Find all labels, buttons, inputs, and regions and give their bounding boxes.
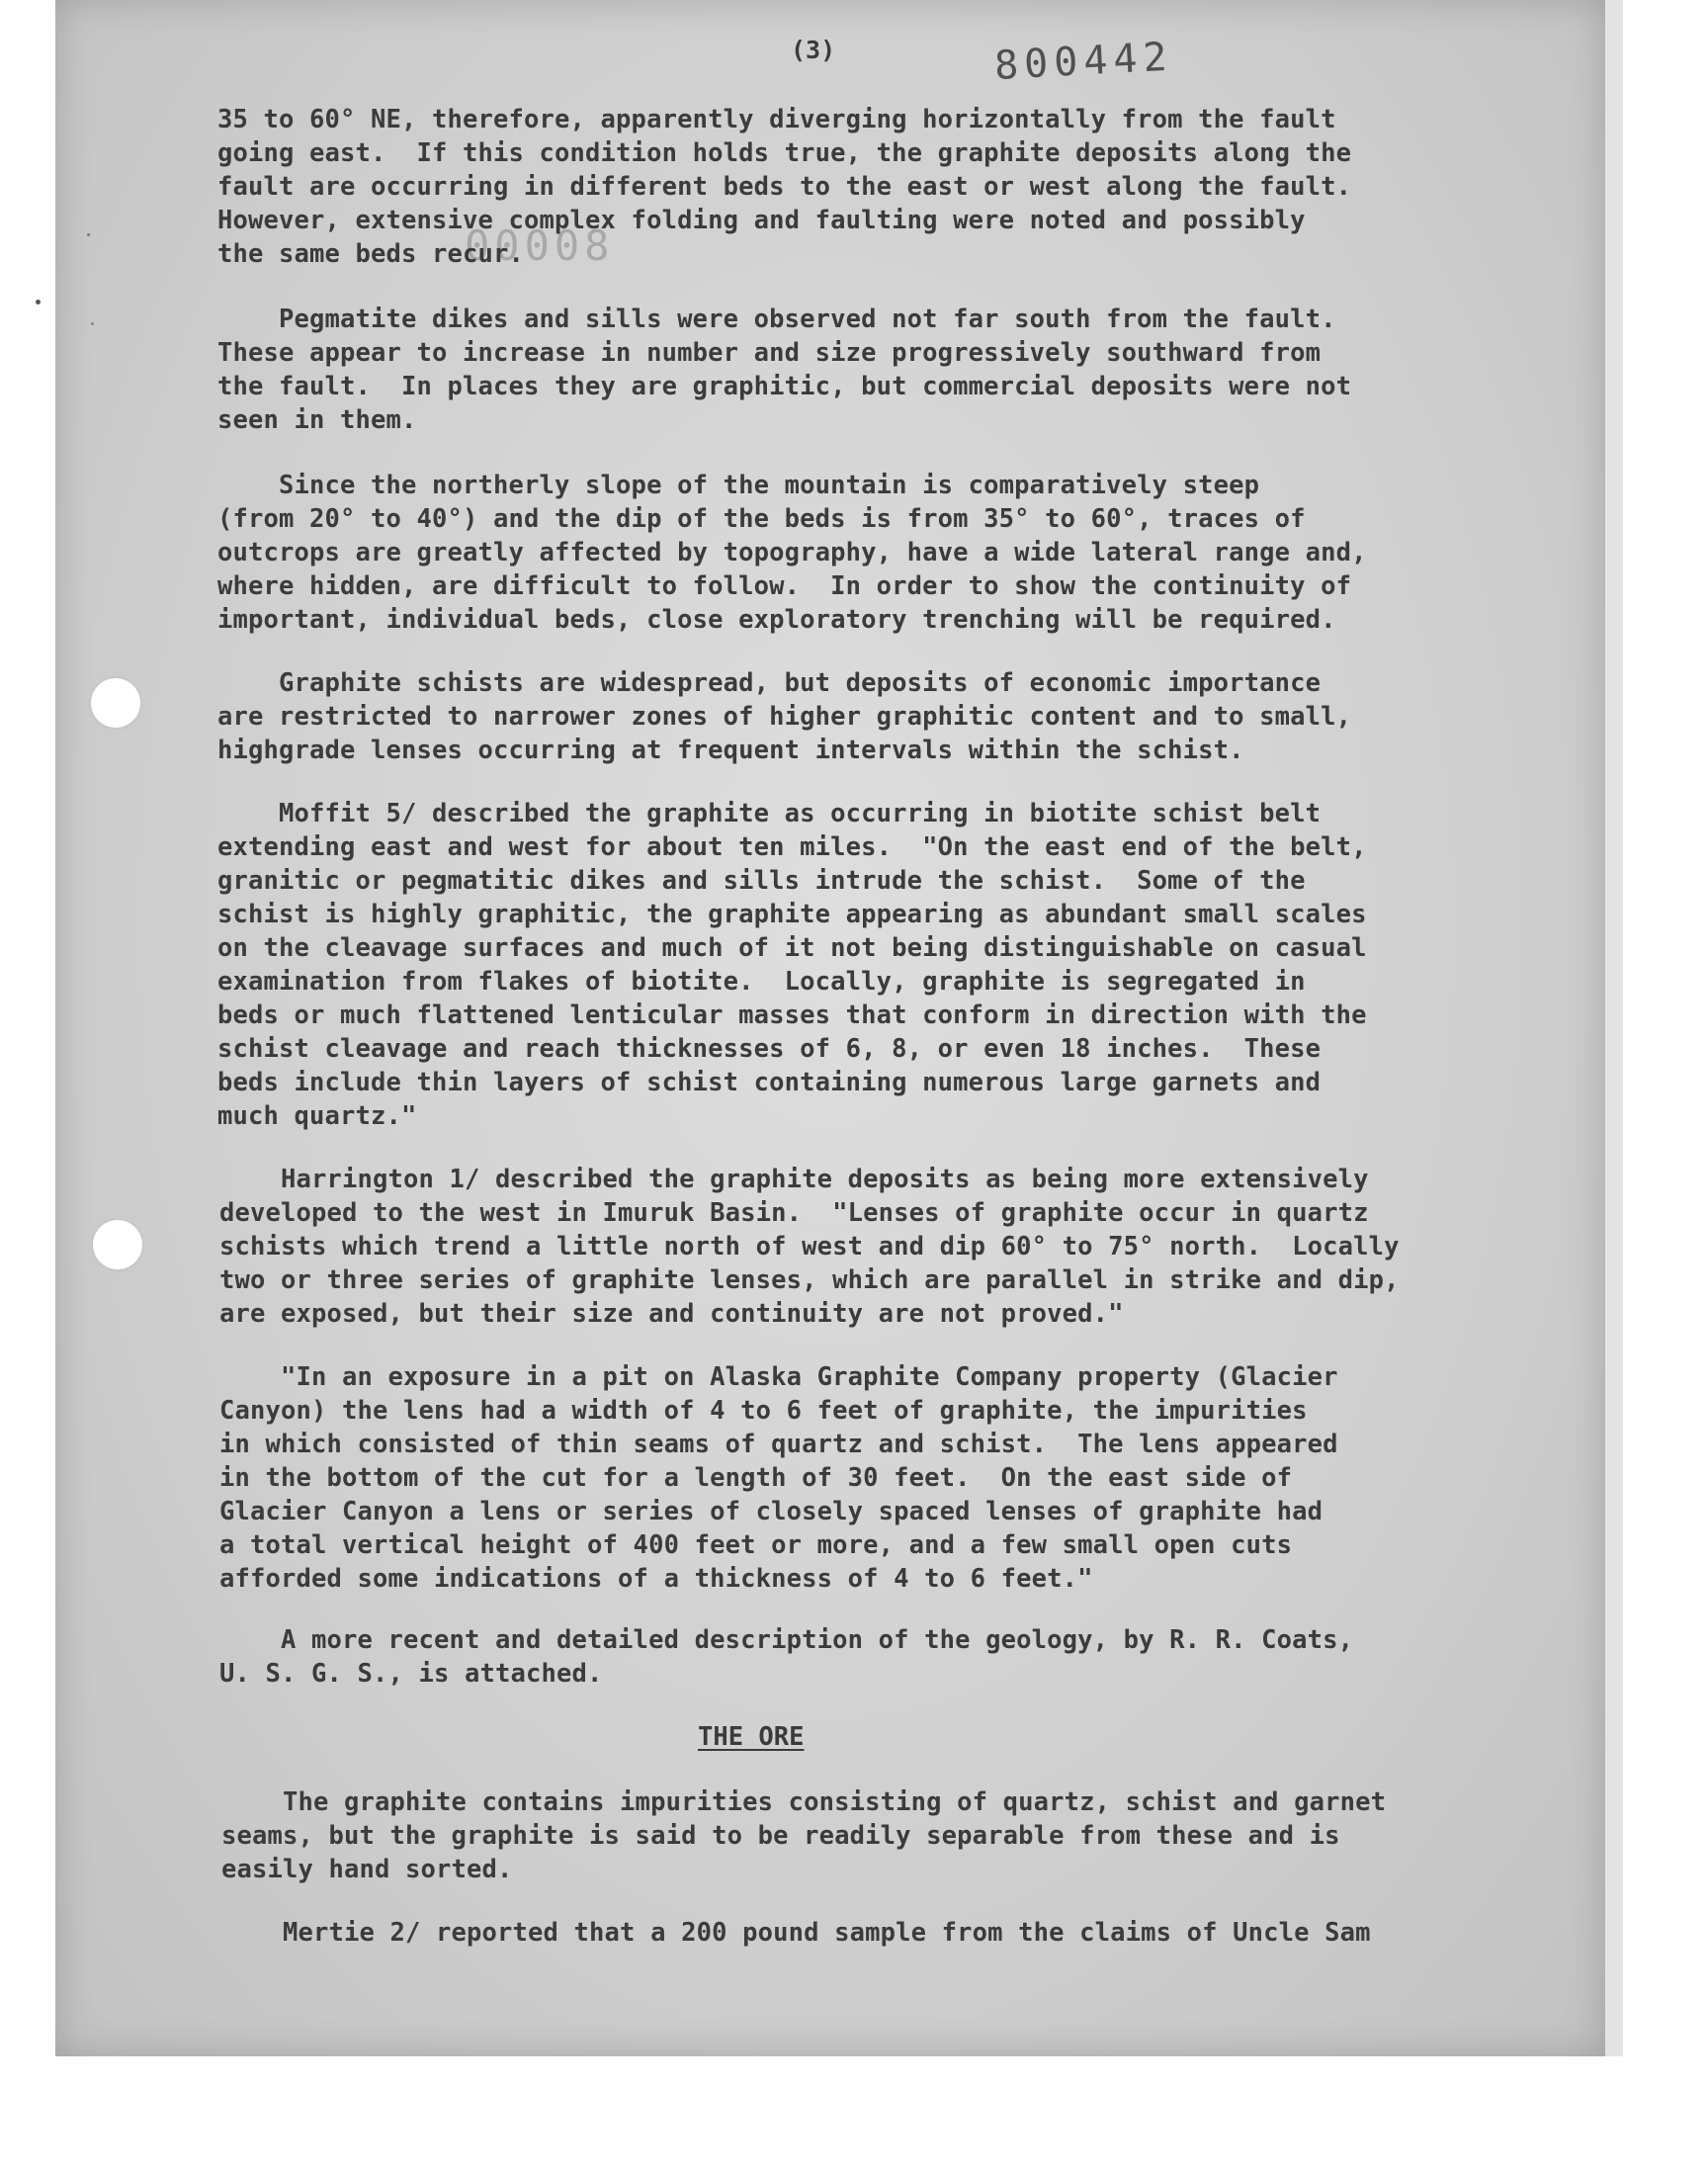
text-line: seams, but the graphite is said to be readily separable from these and is (221, 1821, 1340, 1851)
text-line: These appear to increase in number and size progressively southward from (217, 338, 1322, 368)
text-line: Mertie 2/ reported that a 200 pound sample from the claims of Uncle Sam (221, 1918, 1371, 1948)
text-line: where hidden, are difficult to follow. In order to show the continuity of (217, 571, 1352, 601)
section-heading: THE ORE (698, 1722, 805, 1752)
text-line: seen in them. (217, 405, 417, 435)
faint-stamp: 00008 (465, 221, 615, 270)
text-line: Moffit 5/ described the graphite as occurring in biotite schist belt (217, 799, 1322, 828)
text-line: are exposed, but their size and continuity are not proved." (219, 1299, 1124, 1329)
text-line: outcrops are greatly affected by topography, have a wide lateral range and, (217, 538, 1367, 567)
scan-speck (87, 233, 90, 236)
text-line: The graphite contains impurities consisting of quartz, schist and garnet (221, 1787, 1387, 1817)
text-line: important, individual beds, close exploratory trenching will be required. (217, 605, 1336, 635)
text-line: beds or much flattened lenticular masses that conform in direction with the (217, 1000, 1367, 1030)
punch-hole-top (91, 678, 140, 728)
text-line: Glacier Canyon a lens or series of closely spaced lenses of graphite had (219, 1497, 1324, 1526)
punch-hole-bottom (93, 1220, 142, 1269)
scan-speck (36, 300, 41, 304)
text-line: are restricted to narrower zones of higher graphitic content and to small, (217, 702, 1352, 732)
text-line: Harrington 1/ described the graphite deposits as being more extensively (219, 1165, 1369, 1194)
text-line: afforded some indications of a thickness of 4 to 6 feet." (219, 1564, 1093, 1594)
text-line: schist is highly graphitic, the graphite appearing as abundant small scales (217, 900, 1367, 929)
scan-speck (91, 322, 94, 325)
text-line: A more recent and detailed description of the geology, by R. R. Coats, (219, 1625, 1354, 1655)
text-line: schist cleavage and reach thicknesses of 6, 8, or even 18 inches. These (217, 1034, 1322, 1064)
text-line: schists which trend a little north of west and dip 60° to 75° north. Locally (219, 1232, 1400, 1262)
text-line: "In an exposure in a pit on Alaska Graphite Company property (Glacier (219, 1362, 1338, 1392)
text-line: Canyon) the lens had a width of 4 to 6 feet of graphite, the impurities (219, 1396, 1308, 1426)
text-line: fault are occurring in different beds to the east or west along the fault. (217, 172, 1352, 202)
text-line: going east. If this condition holds true, the graphite deposits along the (217, 138, 1352, 168)
text-line: the fault. In places they are graphitic, but commercial deposits were not (217, 372, 1352, 401)
text-line: on the cleavage surfaces and much of it not being distinguishable on casual (217, 933, 1367, 963)
text-line: a total vertical height of 400 feet or more, and a few small open cuts (219, 1530, 1293, 1560)
text-line: easily hand sorted. (221, 1855, 513, 1884)
page-number: (3) (791, 36, 836, 64)
text-line: in which consisted of thin seams of quartz and schist. The lens appeared (219, 1430, 1338, 1459)
text-line: in the bottom of the cut for a length of 30 feet. On the east side of (219, 1463, 1293, 1493)
text-line: beds include thin layers of schist containing numerous large garnets and (217, 1068, 1322, 1097)
text-line: (from 20° to 40°) and the dip of the beds is from 35° to 60°, traces of (217, 504, 1306, 534)
text-line: extending east and west for about ten miles. "On the east end of the belt, (217, 832, 1367, 862)
text-line: 35 to 60° NE, therefore, apparently diverging horizontally from the fault (217, 105, 1336, 134)
text-line: However, extensive complex folding and faulting were noted and possibly (217, 206, 1306, 235)
text-line: Graphite schists are widespread, but deposits of economic importance (217, 668, 1322, 698)
text-line: U. S. G. S., is attached. (219, 1659, 603, 1689)
text-line: the same beds recur. (217, 239, 525, 269)
text-line: Pegmatite dikes and sills were observed not far south from the fault. (217, 304, 1336, 334)
text-line: two or three series of graphite lenses, which are parallel in strike and dip, (219, 1265, 1400, 1295)
text-line: granitic or pegmatitic dikes and sills intrude the schist. Some of the (217, 866, 1306, 896)
page-edge-strip (1605, 0, 1623, 2056)
text-line: examination from flakes of biotite. Locally, graphite is segregated in (217, 967, 1306, 997)
text-line: Since the northerly slope of the mountain is comparatively steep (217, 471, 1260, 500)
text-line: developed to the west in Imuruk Basin. "Lenses of graphite occur in quartz (219, 1198, 1369, 1228)
text-line: highgrade lenses occurring at frequent intervals within the schist. (217, 736, 1244, 765)
text-line: much quartz." (217, 1101, 417, 1131)
document-number-stamp: 800442 (993, 34, 1174, 89)
